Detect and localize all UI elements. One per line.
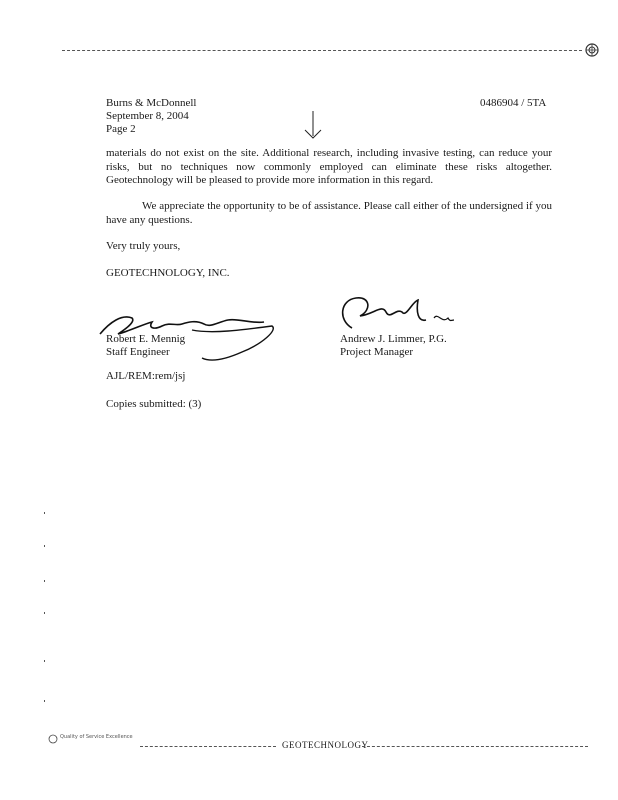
reference-number: 0486904 / 5TA (480, 97, 547, 109)
signatory-2-name: Andrew J. Limmer, P.G. (340, 333, 447, 345)
salutation: Very truly yours, (106, 240, 181, 252)
company-logo-icon (583, 42, 601, 63)
footer-rule-right (362, 746, 588, 747)
letter-date: September 8, 2004 (106, 110, 189, 122)
body-paragraph-1: materials do not exist on the site. Additional research, including invasive testing, can reduce your risks, but no techniques now commonly employed can eliminate these risks altogether. Geotechnology will be pleased to provide more information in this regard. (106, 147, 552, 186)
signatory-2-title: Project Manager (340, 346, 413, 358)
initials-line: AJL/REM:rem/jsj (106, 370, 186, 382)
copies-line: Copies submitted: (3) (106, 398, 202, 410)
footer-company-word: GEOTECHNOLOGY (282, 740, 369, 750)
footer-small-print: Quality of Service Excellence (60, 734, 133, 740)
scan-speck (44, 580, 45, 582)
scan-speck (44, 512, 45, 514)
signatory-1-title: Staff Engineer (106, 346, 170, 358)
body-paragraph-2: We appreciate the opportunity to be of assistance. Please call either of the undersigned if you have any questions. (106, 200, 552, 226)
footer-seal-icon (48, 731, 58, 749)
company-name: GEOTECHNOLOGY, INC. (106, 267, 230, 279)
page-number: Page 2 (106, 123, 136, 135)
scan-speck (44, 700, 45, 702)
signatory-1-name: Robert E. Mennig (106, 333, 186, 345)
scan-speck (44, 545, 45, 547)
header-rule (62, 50, 582, 51)
handwritten-arrow-icon (302, 110, 324, 142)
footer-rule-left (140, 746, 276, 747)
recipient-name: Burns & McDonnell (106, 97, 197, 109)
scan-speck (44, 660, 45, 662)
scan-speck (44, 612, 45, 614)
